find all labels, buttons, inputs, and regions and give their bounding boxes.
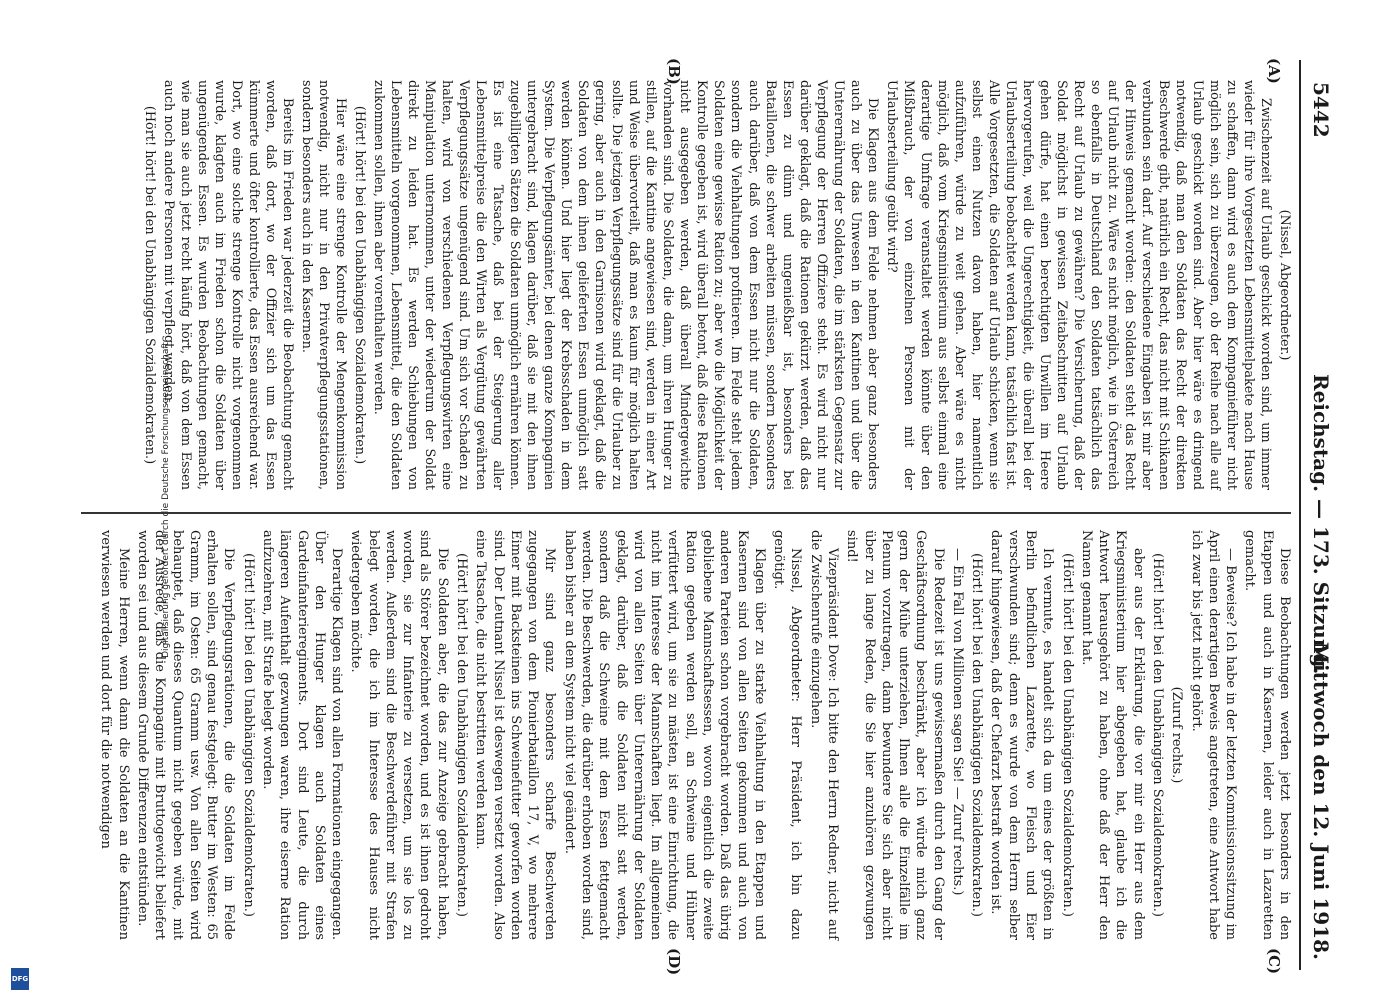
left-column-paragraph: (Hört! hört! bei den Unabhängigen Sozialdemokraten.) [141, 105, 157, 465]
right-column-paragraph: (Hört! hört! bei den Unabhängigen Sozialdemokraten.) [454, 553, 470, 917]
right-column-paragraph: Die Verpflegungsrationen, die die Soldaten im Felde erhalten sollen, sind genau festgelegt: Butter im Westen: 65 Gramm, im Osten: 65 Gramm usw. Von allen Seiten wird behauptet, daß dieses Quantum nicht gegeben würde, mit der Ausrede, daß die Kompagnie mit Bruttogewicht beliefert worden sei und aus diesem Grunde Differenzen entstünden. [135, 530, 237, 940]
right-column-paragraph: Meine Herren, wenn dann die Soldaten an die Kantinen verwiesen werden und dort für die notwendigen [98, 530, 131, 940]
left-column-paragraph: Bereits im Frieden war jederzeit die Beobachtung gemacht worden, daß dort, wo der Offizier sich um das Essen kümmerte und öfter kontrollierte, das Essen ausreichend war. Dort, wo eine solche strenge Kontrolle nicht vorgenommen wurde, klagten auch im Frieden schon die Soldaten über ungenügendes Essen. Es wurden Beobachtungen gemacht, wie man sie auch jetzt recht häufig hört, daß von dem Essen auch noch andere Personen mit verpflegt werden. [160, 80, 296, 490]
left-column-paragraph: Hier wäre eine strenge Kontrolle der Mengenkommission notwendig, nicht nur in den Privatverpflegungsstationen, sondern besonders auch in den Kasernen. [299, 80, 349, 490]
right-column-paragraph: Die Redezeit ist uns gewissermaßen durch den Gang der Geschäftsordnung beschränkt, aber ich würde mich ganz gern der Mühe unterziehen, Ihnen alle die Einzelfälle im Plenum vorzutragen, dann bewundere Sie sich aber nicht über zu lange Reden, die Sie hier anzuhören gezwungen sind! [844, 530, 946, 940]
right-column-paragraph: Die Soldaten aber, die das zur Anzeige gebracht haben, sind als Störer bezeichnet worden, und es ist ihnen gedroht worden, sie zur Infanterie zu versetzen, um sie los zu werden. Außerdem sind die Beschwerdeführer mit Strafen belegt worden, die ich im Interesse des Hauses nicht wiedergeben möchte. [348, 530, 450, 940]
right-column-paragraph: Nissel, Abgeordneter: Herr Präsident, ich bin dazu genötigt. [771, 530, 804, 940]
right-column [95, 530, 1293, 940]
left-column-paragraph: Zwischenzeit auf Urlaub geschickt worden sind, um immer wieder für ihre Vorgesetzten Lebensmittelpakete nach Hause zu schaffen, dann wird es auch dem Kompagnieführer nicht möglich sein, sich zu überzeugen, ob der Reihe nach alle auf Urlaub geschickt worden sind. Aber hier wäre es dringend notwendig, daß man den Soldaten das Recht der direkten Beschwerde gibt, natürlich ein Recht, das nicht mit Schikanen verbunden sein darf. Auf verschiedene Eingaben ist mir aber der Hinweis gemacht worden: den Soldaten steht das Recht auf Urlaub nicht zu. Wäre es nicht möglich, wie in Österreich so ebenfalls in Deutschland den Soldaten tatsächlich das Recht auf Urlaub zu gewähren? Die Versicherung, daß der Soldat möglichst in gewissen Zeitabschnitten auf Urlaub gehen dürfe, hat einen berechtigten Unwillen im Heere hervorgerufen, weil die Ungerechtigkeit, die überall bei der Urlaubserteilung beobachtet werden kann, tatsächlich fast ist. Alle Vorgesetzten, die Soldaten auf Urlaub schicken, wenn sie selbst einen Nutzen davon haben, hier namentlich aufzuführen, würde zu weit gehen. Aber wäre es nicht möglich, daß vom Kriegsministerium aus selbst einmal eine derartige Umfrage veranstaltet werden könnte über den Mißbrauch, der von einzelnen Personen mit der Urlaubserteilung geübt wird? [883, 80, 1273, 490]
right-column-paragraph: Klagen über zu starke Viehhaltung in den Etappen und Kasernen sind von allen Seiten gekommen und auch von anderen Parteien schon vorgebracht worden. Daß das übrig gebliebene Mannschaftsessen, wovon eigentlich die zweite Ration gegeben werden soll, an Schweine und Hühner verfüttert wird, um sie zu mästen, ist eine Einrichtung, die nicht im Interesse der Mannschaften liegt. Im allgemeinen wird von allen Seiten über Unterernährung der Soldaten geklagt, darüber, daß die Soldaten nicht satt werden, sondern daß die Schweine mit dem Essen fettgemacht werden. Die Beschwerden, die darüber erhoben worden sind, haben bisher an dem System nicht viel geändert. [561, 530, 767, 940]
right-column-paragraph: (Hört! hört! bei den Unabhängigen Sozialdemokraten.) [240, 553, 256, 917]
page-title: Reichstag. — 173. Sitzung. [1309, 374, 1333, 675]
right-column-paragraph: Ich vermute, es handelt sich da um eines der größten in Berlin befindlichen Lazarette, wo Fleisch und Eier verschwunden sind; denn es wurde von dem Herrn selber darauf hingewiesen, daß der Chefarzt bestraft worden ist. [988, 530, 1056, 940]
margin-letter-d: (D) [665, 948, 683, 976]
right-column-paragraph: Vizepräsident Dove: Ich bitte den Herrn Redner, nicht auf die Zwischenrufe einzugehen. [807, 530, 840, 940]
right-column-paragraph: (Hört! hört! bei den Unabhängigen Sozialdemokraten.) [1150, 553, 1166, 917]
right-column-paragraph: aber aus der Erklärung, die vor mir ein Herr aus dem Kriegsministerium hier abgegeben hat, glaube ich die Antwort herausgehört zu haben, ohne daß der Herr den Namen genannt hat. [1078, 530, 1146, 940]
column-divider [81, 512, 1291, 514]
right-column-paragraph: — Ein Fall von Millionen sagen Sie! — Zuruf rechts.) [949, 548, 965, 896]
left-column-paragraph: (Hört! hört! bei den Unabhängigen Sozialdemokraten.) [352, 105, 368, 465]
page-number: 5442 [1309, 82, 1333, 138]
left-column-paragraph: Die Klagen aus dem Felde nehmen aber ganz besonders auch zu über das Unwesen in den Kantinen und über die Unterernährung der Soldaten, die im stärksten Gegensatz zur Verpflegung der Herren Offiziere steht. Es wird nicht nur darüber geklagt, daß die Rationen gekürzt werden, daß das Essen zu dünn und ungenießbar ist, besonders bei Bataillonen, die schwer arbeiten müssen, sondern besonders auch darüber, daß von dem Essen nicht nur die Soldaten, sondern die Viehhaltungen profitieren. Im Felde steht jedem Soldaten eine gewisse Ration zu; aber wo die Möglichkeit der Kontrolle gegeben ist, wird überall betont, daß diese Rationen nicht ausgegeben werden, daß überall Mindergewichte vorhanden sind. Die Soldaten, die dann, um ihren Hunger zu stillen, auf die Kantine angewiesen sind, werden in einer Art und Weise übervorteilt, daß man es kaum für möglich halten sollte. Die jetzigen Verpflegungssätze sind für die Urlauber zu gering, aber auch in den Garnisonen wird geklagt, daß die Soldaten von dem ihnen gelieferten Essen unmöglich satt werden können. Und hier liegt der Krebsschaden in dem System. Die Verpflegungsämter, bei denen ganze Kompagnien untergebracht sind, klagen darüber, daß sie mit den ihnen zugebilligten Sätzen die Soldaten unmöglich ernähren können. Es ist eine Tatsache, daß bei der Steigerung aller Lebensmittelpreise die den Wirten als Vergütung gewährten Verpflegungssätze ungenügend sind. Um sich vor Schaden zu halten, wird von verschiedenen Verpflegungswirten eine Manipulation unternommen, unter der wiederum der Soldat direkt zu leiden hat. Es werden Schiebungen von Lebensmitteln vorgenommen, Lebensmittel, die den Soldaten zukommen sollen, ihnen aber vorenthalten werden. [371, 80, 880, 490]
margin-letter-b: (B) [665, 58, 683, 85]
header-rule [1299, 60, 1301, 970]
margin-letter-a: (A) [1265, 58, 1283, 84]
right-column-paragraph: — Beweise? Ich habe in der letzten Kommissionssitzung im April einen derartigen Beweis angetreten, eine Antwort habe ich zwar bis jetzt nicht gehört. [1188, 530, 1239, 940]
right-column-paragraph: Derartige Klagen sind von allen Formationen eingegangen. Über den Hunger klagen auch Soldaten eines Gardeinfanterieregiments. Dort sind Leute, die durch längeren Aufenthalt gezwungen waren, ihre eiserne Ration aufzuzehren, mit Strafe belegt worden. [259, 530, 345, 940]
right-column-paragraph: (Zuruf rechts.) [1169, 686, 1185, 784]
right-column-paragraph: Diese Beobachtungen werden jetzt besonders in den Etappen und auch in Kasernen, leider auch in Lazaretten gemacht. [1242, 530, 1292, 940]
session-date: Mittwoch den 12. Juni 1918. [1309, 641, 1333, 960]
left-column [139, 80, 1293, 490]
funding-note: Digitalisierung gefördert durch die Deutsche Forschungsgemeinschaft [160, 342, 171, 658]
left-column-paragraph: (Nissel, Abgeordneter.) [1277, 209, 1292, 361]
right-column-paragraph: Mir sind ganz besonders scharfe Beschwerden zugegangen von dem Pionierbataillon 17, V, wo mehrere Eimer mit Backsteinen ins Schweinefutter geworfen worden sind. Der Leutnant Nissel ist deswegen versetzt worden. Also eine Tatsache, die nicht bestritten werden kann. [473, 530, 558, 940]
dfg-logo-icon: DFG [11, 968, 29, 990]
right-column-paragraph: (Hört! hört! bei den Unabhängigen Sozialdemokraten.) [969, 553, 985, 917]
right-column-paragraph: (Hört! hört! bei den Unabhängigen Sozialdemokraten.) [1059, 553, 1075, 917]
margin-letter-c: (C) [1265, 948, 1283, 975]
